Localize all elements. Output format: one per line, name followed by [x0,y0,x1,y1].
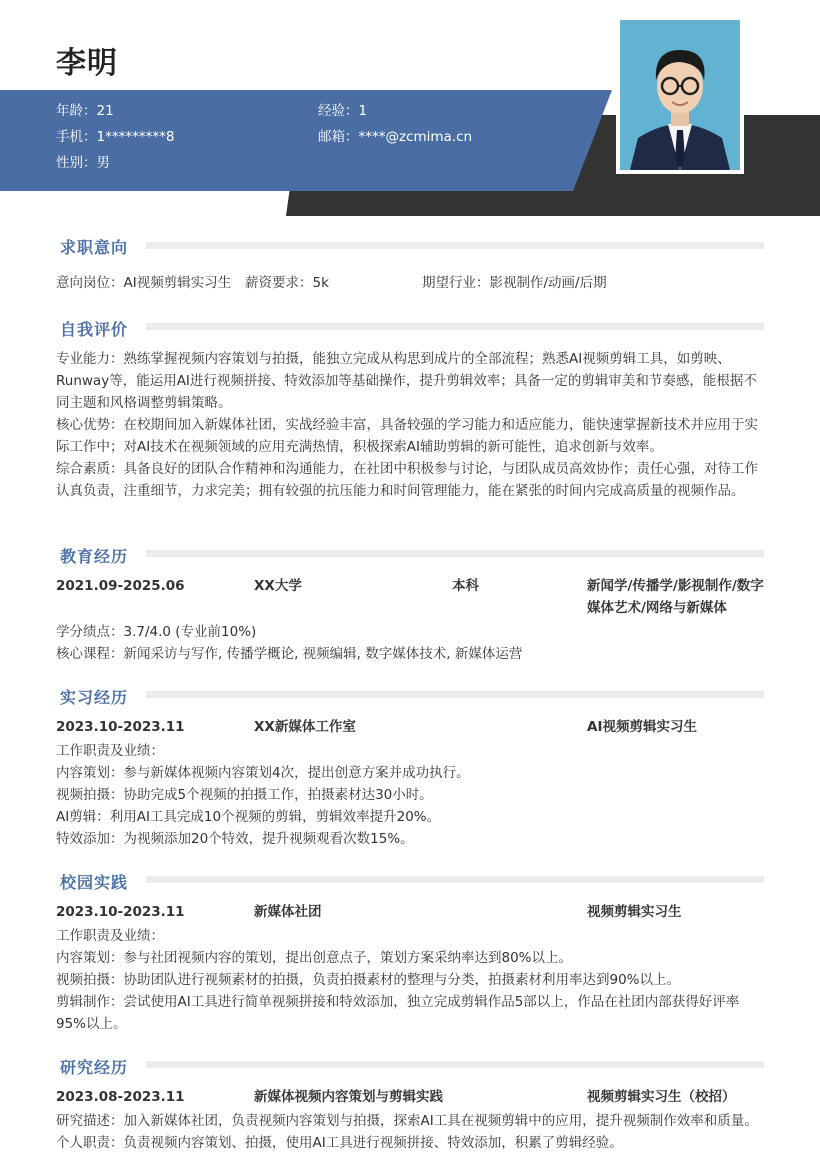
self-eval-text [56,348,766,502]
section-divider [146,691,764,698]
research-project: 新媒体视频内容策划与剪辑实践 [254,1089,443,1105]
section-divider [146,323,764,330]
intent-salary: 薪资要求：5k [245,275,329,291]
internship-line: 特效添加：为视频添加20个特效，提升视频观看次数15%。 [56,831,414,847]
self-eval-strengths: 核心优势：在校期间加入新媒体社团，实战经验丰富，具备较强的学习能力和适应能力，能快速掌握新技术并应用于实际工作中；对AI技术在视频领域的应用充满热情，积极探索AI辅助剪辑的新可能性，追求创新与效率。 [56,417,758,455]
section-title-research: 研究经历 [60,1058,129,1077]
campus-org: 新媒体社团 [254,904,322,920]
phone-field: 手机：1*********8 [56,129,175,145]
campus-header-row [56,901,766,923]
section-divider [146,242,764,249]
avatar [620,20,740,170]
section-title-self-eval: 自我评价 [60,320,129,339]
education-degree: 本科 [452,578,479,594]
experience-field: 经验：1 [318,103,368,119]
age-field: 年龄：21 [56,103,114,119]
self-eval-qualities: 综合素质：具备良好的团队合作精神和沟通能力，在社团中积极参与讨论，与团队成员高效协作；责任心强，对待工作认真负责，注重细节，力求完美；拥有较强的抗压能力和时间管理能力，能在紧张的时间内完成高质量的视频作品。 [56,461,758,499]
section-title-campus: 校园实践 [60,873,129,892]
person-portrait-icon [620,20,740,170]
education-header-row [56,575,766,619]
section-divider [146,876,764,883]
intent-position: 意向岗位：AI视频剪辑实习生 [56,275,232,291]
section-title-education: 教育经历 [60,547,129,566]
campus-line: 内容策划：参与社团视频内容的策划，提出创意点子，策划方案采纳率达到80%以上。 [56,950,573,966]
internship-line: 工作职责及业绩： [56,743,164,759]
education-gpa: 学分绩点：3.7/4.0 (专业前10%) [56,624,257,640]
section-divider [146,1061,764,1068]
gender-field: 性别：男 [56,155,110,171]
education-courses: 核心课程：新闻采访与写作, 传播学概论, 视频编辑, 数字媒体技术, 新媒体运营 [56,646,523,662]
internship-details [56,740,766,850]
research-details [56,1110,766,1154]
campus-details [56,925,766,1035]
intent-industry: 期望行业：影视制作/动画/后期 [422,275,607,291]
campus-role: 视频剪辑实习生 [587,904,682,920]
internship-line: 视频拍摄：协助完成5个视频的拍摄工作，拍摄素材达30小时。 [56,787,433,803]
research-role: 视频剪辑实习生（校招） [587,1089,736,1105]
internship-line: AI剪辑：利用AI工具完成10个视频的剪辑，剪辑效率提升20%。 [56,809,441,825]
section-title-internship: 实习经历 [60,688,129,707]
candidate-name: 李明 [56,46,118,81]
section-divider [146,550,764,557]
research-description: 研究描述：加入新媒体社团，负责视频内容策划与拍摄，探索AI工具在视频剪辑中的应用，提升视频制作效率和质量。 [56,1113,758,1129]
section-title-intent: 求职意向 [60,238,129,257]
education-details [56,621,766,665]
campus-line: 视频拍摄：协助团队进行视频素材的拍摄，负责拍摄素材的整理与分类，拍摄素材利用率达到90%以上。 [56,972,681,988]
campus-period: 2023.10-2023.11 [56,904,185,920]
campus-line: 工作职责及业绩： [56,928,164,944]
education-school: XX大学 [254,578,302,594]
research-header-row [56,1086,766,1108]
research-responsibility: 个人职责：负责视频内容策划、拍摄，使用AI工具进行视频拼接、特效添加，积累了剪辑经验。 [56,1135,623,1151]
research-period: 2023.08-2023.11 [56,1089,185,1105]
internship-line: 内容策划：参与新媒体视频内容策划4次，提出创意方案并成功执行。 [56,765,470,781]
internship-company: XX新媒体工作室 [254,719,356,735]
internship-role: AI视频剪辑实习生 [587,719,697,735]
internship-period: 2023.10-2023.11 [56,719,185,735]
campus-line: 剪辑制作：尝试使用AI工具进行简单视频拼接和特效添加，独立完成剪辑作品5部以上，作品在社团内部获得好评率95%以上。 [56,994,740,1032]
internship-header-row [56,716,766,738]
education-period: 2021.09-2025.06 [56,578,185,594]
profile-photo [616,16,744,174]
email-field: 邮箱：****@zcmima.cn [318,129,473,145]
self-eval-professional: 专业能力：熟练掌握视频内容策划与拍摄，能独立完成从构思到成片的全部流程；熟悉AI视频剪辑工具，如剪映、Runway等，能运用AI进行视频拼接、特效添加等基础操作，提升剪辑效率；具备一定的剪辑审美和节奏感，能根据不同主题和风格调整剪辑策略。 [56,351,757,411]
education-major: 新闻学/传播学/影视制作/数字媒体艺术/网络与新媒体 [587,578,764,616]
